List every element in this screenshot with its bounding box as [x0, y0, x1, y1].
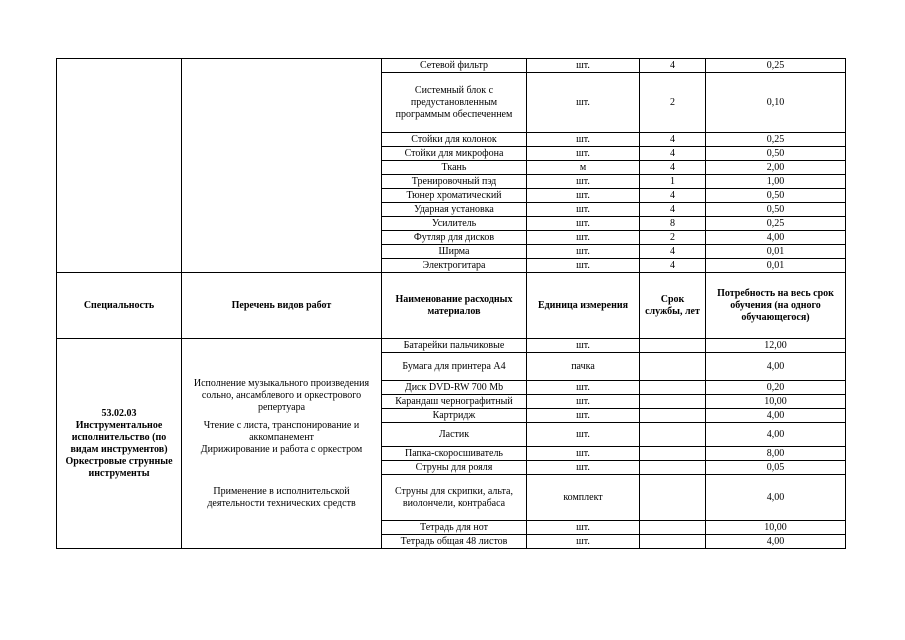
table-row [57, 339, 846, 353]
unit-cell: комплект [527, 475, 640, 521]
life-cell: 2 [640, 73, 706, 133]
unit-cell: шт. [527, 245, 640, 259]
material-name: Струны для рояля [382, 461, 527, 475]
material-name: Тетрадь для нот [382, 521, 527, 535]
empty-cell [182, 59, 382, 273]
material-name: Тренировочный пэд [382, 175, 527, 189]
need-cell: 8,00 [706, 447, 846, 461]
unit-cell: м [527, 161, 640, 175]
header-life: Срок службы, лет [640, 273, 706, 339]
top-section [57, 59, 846, 273]
need-cell: 4,00 [706, 409, 846, 423]
life-cell: 4 [640, 133, 706, 147]
material-name: Электрогитара [382, 259, 527, 273]
need-cell: 0,25 [706, 59, 846, 73]
life-cell [640, 521, 706, 535]
life-cell [640, 353, 706, 381]
work-item: Дирижирование и работа с оркестром [200, 443, 363, 455]
header-need: Потребность на весь срок обучения (на одного обучающегося) [706, 273, 846, 339]
unit-cell: шт. [527, 423, 640, 447]
life-cell: 4 [640, 203, 706, 217]
unit-cell: шт. [527, 409, 640, 423]
material-name: Ударная установка [382, 203, 527, 217]
unit-cell: шт. [527, 59, 640, 73]
specialty-code: 53.02.03 [101, 407, 137, 419]
life-cell [640, 461, 706, 475]
unit-cell: шт. [527, 175, 640, 189]
material-name: Диск DVD-RW 700 Mb [382, 381, 527, 395]
materials-table [56, 58, 846, 549]
life-cell: 4 [640, 189, 706, 203]
life-cell: 8 [640, 217, 706, 231]
empty-cell [57, 59, 182, 273]
need-cell: 0,01 [706, 245, 846, 259]
life-cell: 4 [640, 245, 706, 259]
material-name: Тетрадь общая 48 листов [382, 535, 527, 549]
material-name: Стойки для колонок [382, 133, 527, 147]
unit-cell: шт. [527, 259, 640, 273]
need-cell: 0,05 [706, 461, 846, 475]
header-section [57, 273, 846, 339]
header-materials: Наименование расходных материалов [382, 273, 527, 339]
material-name: Футляр для дисков [382, 231, 527, 245]
need-cell: 0,50 [706, 203, 846, 217]
life-cell [640, 447, 706, 461]
header-specialty: Специальность [57, 273, 182, 339]
unit-cell: шт. [527, 147, 640, 161]
unit-cell: шт. [527, 447, 640, 461]
bottom-section [57, 339, 846, 549]
header-works: Перечень видов работ [182, 273, 382, 339]
life-cell: 4 [640, 147, 706, 161]
unit-cell: шт. [527, 395, 640, 409]
life-cell [640, 409, 706, 423]
unit-cell: шт. [527, 339, 640, 353]
need-cell: 4,00 [706, 475, 846, 521]
unit-cell: шт. [527, 133, 640, 147]
need-cell: 4,00 [706, 231, 846, 245]
life-cell [640, 423, 706, 447]
material-name: Сетевой фильтр [382, 59, 527, 73]
work-item: Исполнение музыкального произведения сольно, ансамблевого и оркестрового репертуара [193, 377, 370, 413]
header-row [57, 273, 846, 339]
unit-cell: шт. [527, 189, 640, 203]
material-name: Карандаш чернографитный [382, 395, 527, 409]
life-cell: 4 [640, 161, 706, 175]
material-name: Папка-скоросшиватель [382, 447, 527, 461]
specialty-cell [57, 339, 182, 549]
life-cell [640, 339, 706, 353]
need-cell: 10,00 [706, 395, 846, 409]
need-cell: 0,50 [706, 147, 846, 161]
life-cell: 2 [640, 231, 706, 245]
material-name: Ширма [382, 245, 527, 259]
need-cell: 0,50 [706, 189, 846, 203]
material-name: Струны для скрипки, альта, виолончели, контрабаса [382, 475, 527, 521]
material-name: Усилитель [382, 217, 527, 231]
unit-cell: шт. [527, 535, 640, 549]
material-name: Бумага для принтера А4 [382, 353, 527, 381]
material-name: Ластик [382, 423, 527, 447]
unit-cell: шт. [527, 217, 640, 231]
work-item: Чтение с листа, транспонирование и аккомпанемент [203, 419, 360, 443]
life-cell: 4 [640, 259, 706, 273]
unit-cell: пачка [527, 353, 640, 381]
life-cell [640, 475, 706, 521]
unit-cell: шт. [527, 73, 640, 133]
life-cell: 4 [640, 59, 706, 73]
need-cell: 0,01 [706, 259, 846, 273]
material-name: Тюнер хроматический [382, 189, 527, 203]
life-cell [640, 395, 706, 409]
unit-cell: шт. [527, 231, 640, 245]
material-name: Системный блок с предустановленным программым обеспеченнем [382, 73, 527, 133]
need-cell: 1,00 [706, 175, 846, 189]
need-cell: 12,00 [706, 339, 846, 353]
works-cell [182, 339, 382, 549]
need-cell: 4,00 [706, 535, 846, 549]
life-cell [640, 381, 706, 395]
unit-cell: шт. [527, 461, 640, 475]
unit-cell: шт. [527, 381, 640, 395]
unit-cell: шт. [527, 521, 640, 535]
life-cell: 1 [640, 175, 706, 189]
need-cell: 4,00 [706, 353, 846, 381]
need-cell: 2,00 [706, 161, 846, 175]
need-cell: 10,00 [706, 521, 846, 535]
material-name: Батарейки пальчиковые [382, 339, 527, 353]
need-cell: 0,25 [706, 217, 846, 231]
material-name: Картридж [382, 409, 527, 423]
material-name: Стойки для микрофона [382, 147, 527, 161]
header-unit: Единица измерения [527, 273, 640, 339]
material-name: Ткань [382, 161, 527, 175]
need-cell: 0,10 [706, 73, 846, 133]
need-cell: 0,25 [706, 133, 846, 147]
life-cell [640, 535, 706, 549]
specialty-name: Инструментальное исполнительство (по видам инструментов) Оркестровые струнные инструменты [65, 419, 173, 479]
work-item: Применение в исполнительской деятельности технических средств [207, 485, 356, 509]
table-row [57, 59, 846, 73]
need-cell: 4,00 [706, 423, 846, 447]
unit-cell: шт. [527, 203, 640, 217]
need-cell: 0,20 [706, 381, 846, 395]
